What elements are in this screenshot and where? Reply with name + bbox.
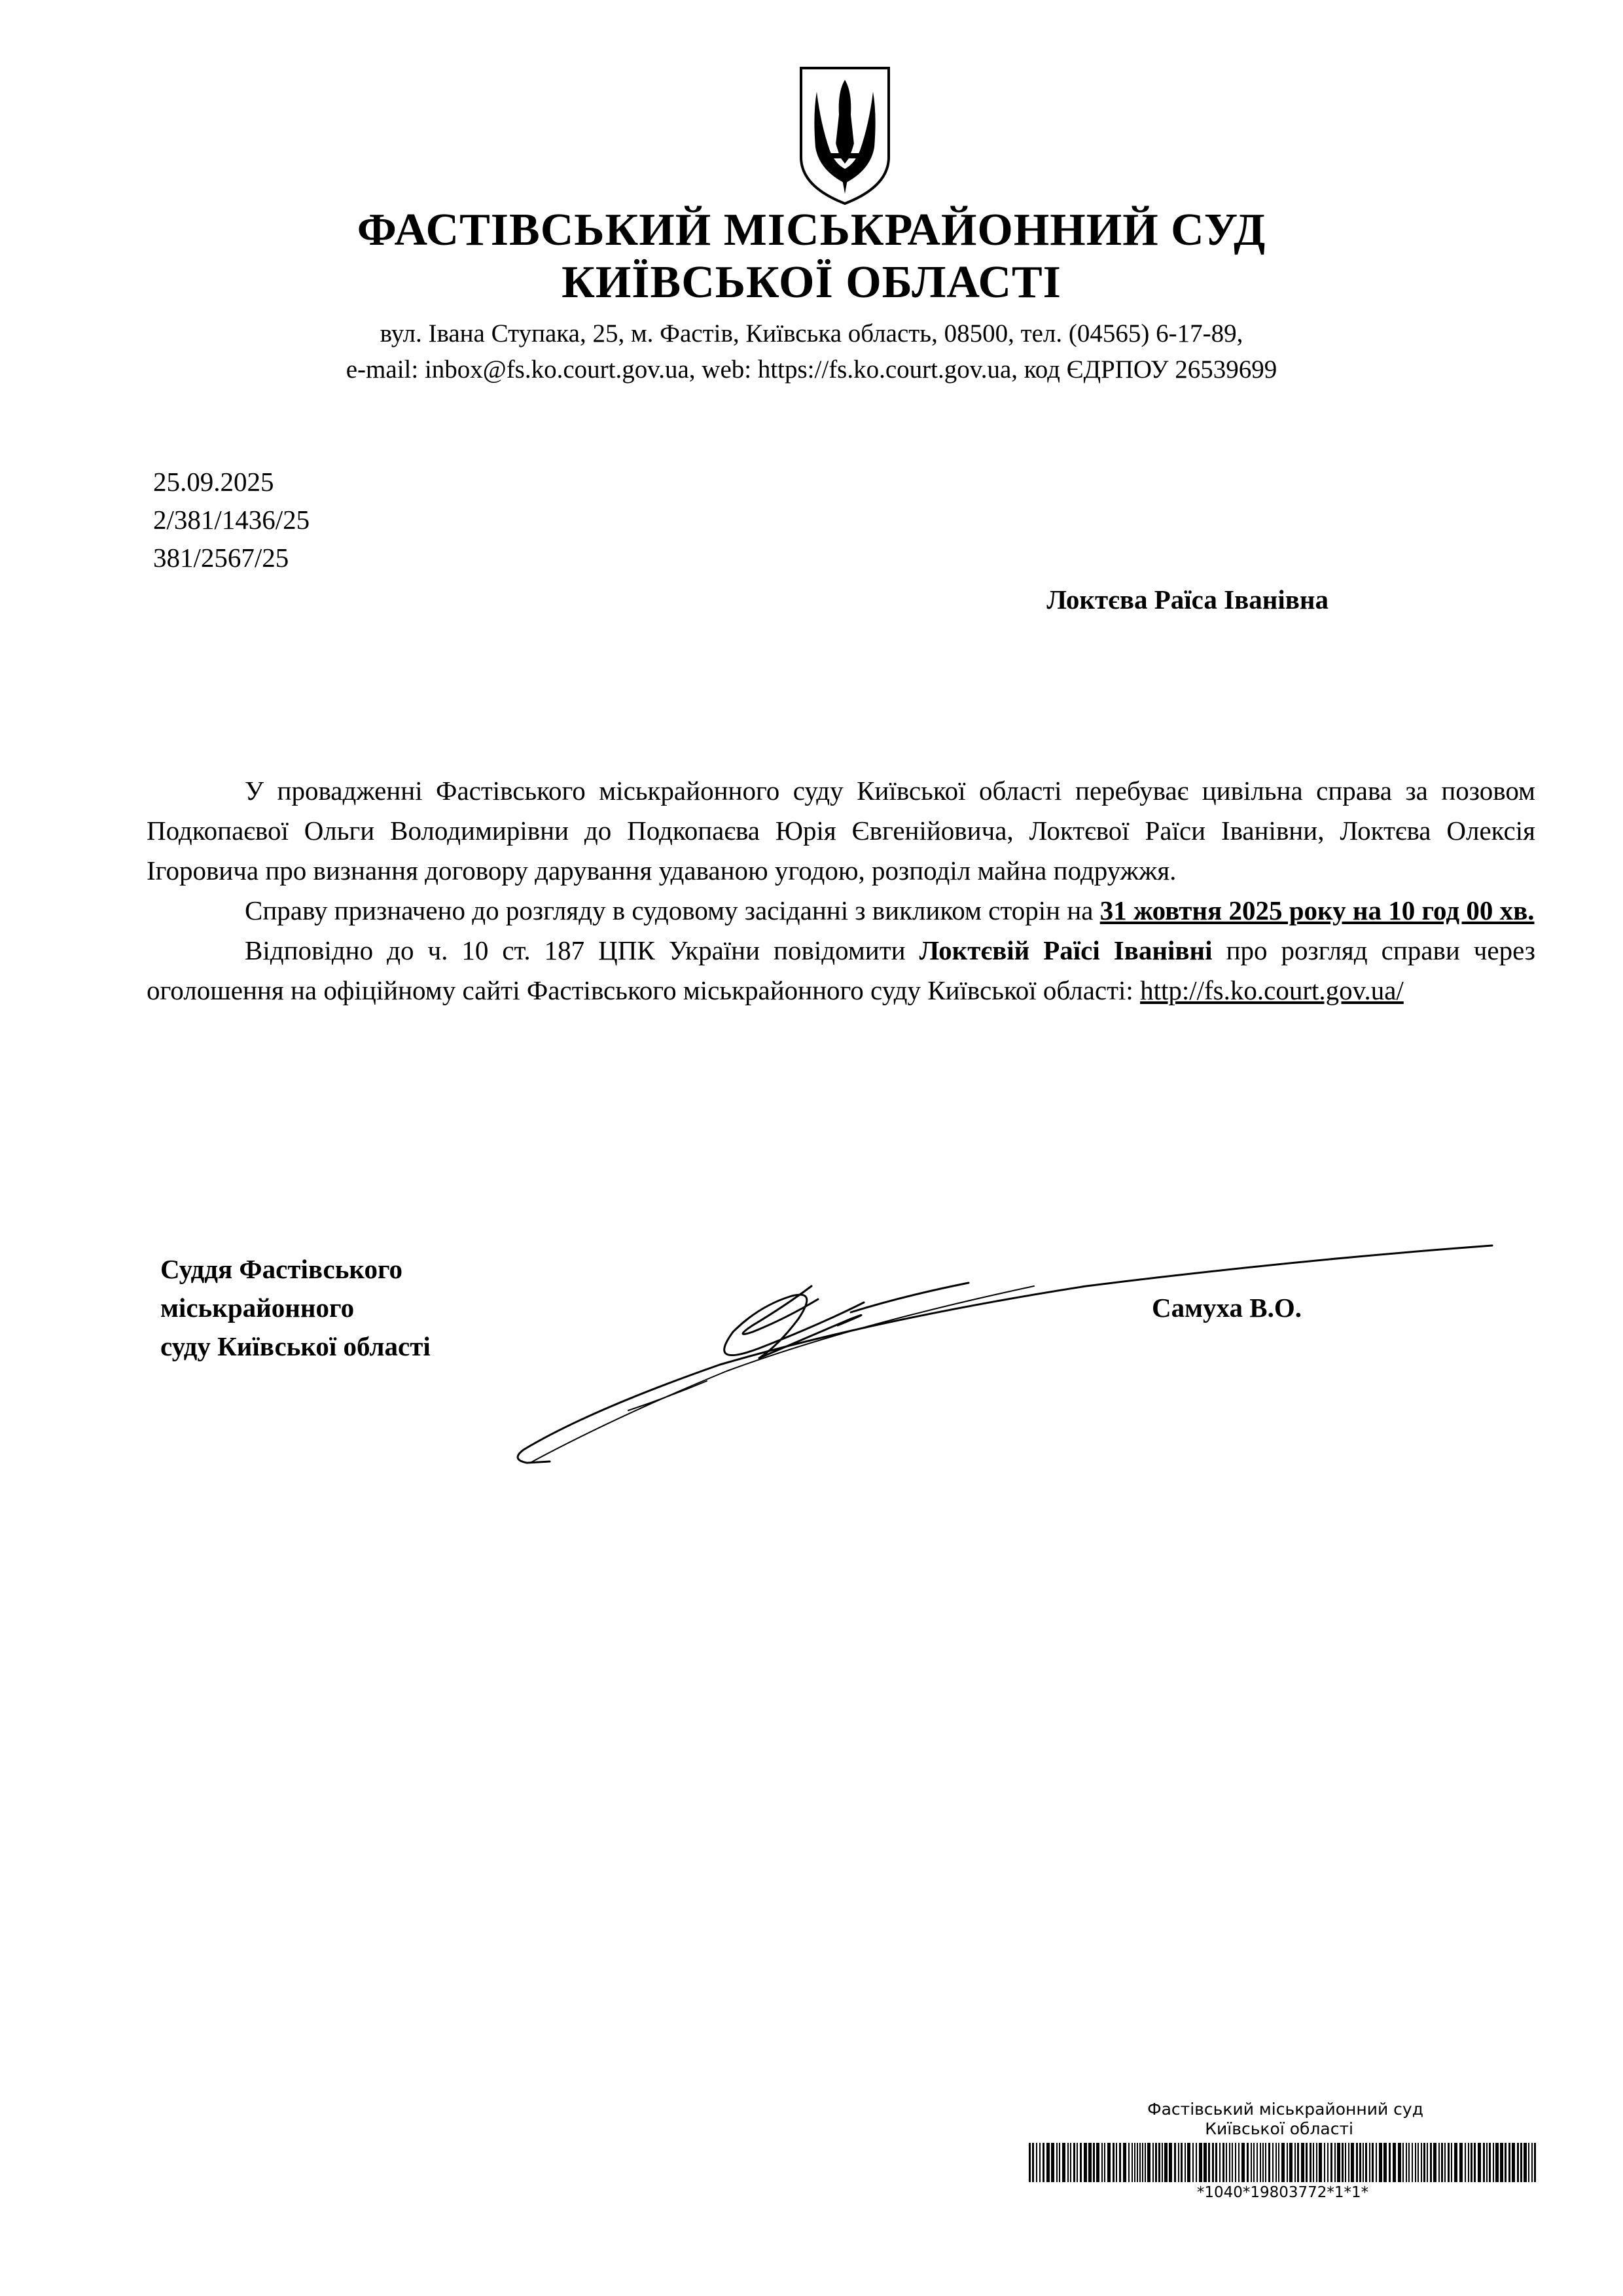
court-name-line2: КИЇВСЬКОЇ ОБЛАСТІ <box>562 257 1061 308</box>
notice-text: про розгляд справи через оголошення на офіційному сайті Фастівського міськрайонного суду Київської області: <box>147 935 1535 1005</box>
paragraph-case-description: У провадженні Фастівського міськрайонного суду Київської області перебуває цивільна справа за позовом Подкопаєвої Ольги Володимирівни до Подкопаєва Юрія Євгенійовича, Локтєвої Раїси Іванівни, Локтєва Олексія Ігоровича про визнання договору дарування удаваною угодою, розподіл майна подружжя. <box>147 776 1535 886</box>
court-contacts: e-mail: inbox@fs.ko.court.gov.ua, web: https://fs.ko.court.gov.ua, код ЄДРПОУ 26539699 <box>346 355 1277 384</box>
notice-recipient: Локтєвій Раїсі Іванівні <box>919 935 1213 965</box>
document-references <box>153 463 310 577</box>
notice-intro: Відповідно до ч. 10 ст. 187 ЦПК України повідомити <box>245 935 919 965</box>
barcode-org-line2: Київської області <box>1205 2119 1353 2138</box>
judge-title <box>160 1250 431 1366</box>
case-number: 2/381/1436/25 <box>153 505 310 535</box>
paragraph-hearing <box>147 891 1535 931</box>
addressee: Локтєва Раїса Іванівна <box>1046 584 1329 615</box>
barcode-block <box>1027 2100 1538 2202</box>
judge-title-line2: міськрайонного <box>160 1293 355 1323</box>
court-website-link[interactable]: http://fs.ko.court.gov.ua/ <box>1140 975 1404 1005</box>
judge-title-line1: Суддя Фастівського <box>160 1254 403 1284</box>
barcode-org-line1: Фастівський міськрайонний суд <box>1147 2100 1423 2119</box>
barcode-number: *1040*19803772*1*1* <box>1196 2184 1369 2201</box>
court-address: вул. Івана Ступака, 25, м. Фастів, Київська область, 08500, тел. (04565) 6-17-89, <box>380 319 1243 348</box>
hearing-intro: Справу призначено до розгляду в судовому засіданні з викликом сторін на <box>245 895 1100 925</box>
judge-title-line3: суду Київської області <box>160 1331 431 1361</box>
document-date: 25.09.2025 <box>153 467 274 497</box>
paragraph-notice <box>147 931 1535 1011</box>
handwritten-signature <box>510 1234 1505 1509</box>
barcode-icon <box>1027 2143 1538 2182</box>
coat-of-arms-icon <box>797 65 893 206</box>
court-name-line1: ФАСТІВСЬКИЙ МІСЬКРАЙОННИЙ СУД <box>357 205 1266 255</box>
judge-name: Самуха В.О. <box>1152 1293 1302 1323</box>
proceeding-number: 381/2567/25 <box>153 543 289 573</box>
hearing-datetime: 31 жовтня 2025 року на 10 год 00 хв. <box>1099 895 1535 925</box>
letter-body <box>147 771 1535 1011</box>
